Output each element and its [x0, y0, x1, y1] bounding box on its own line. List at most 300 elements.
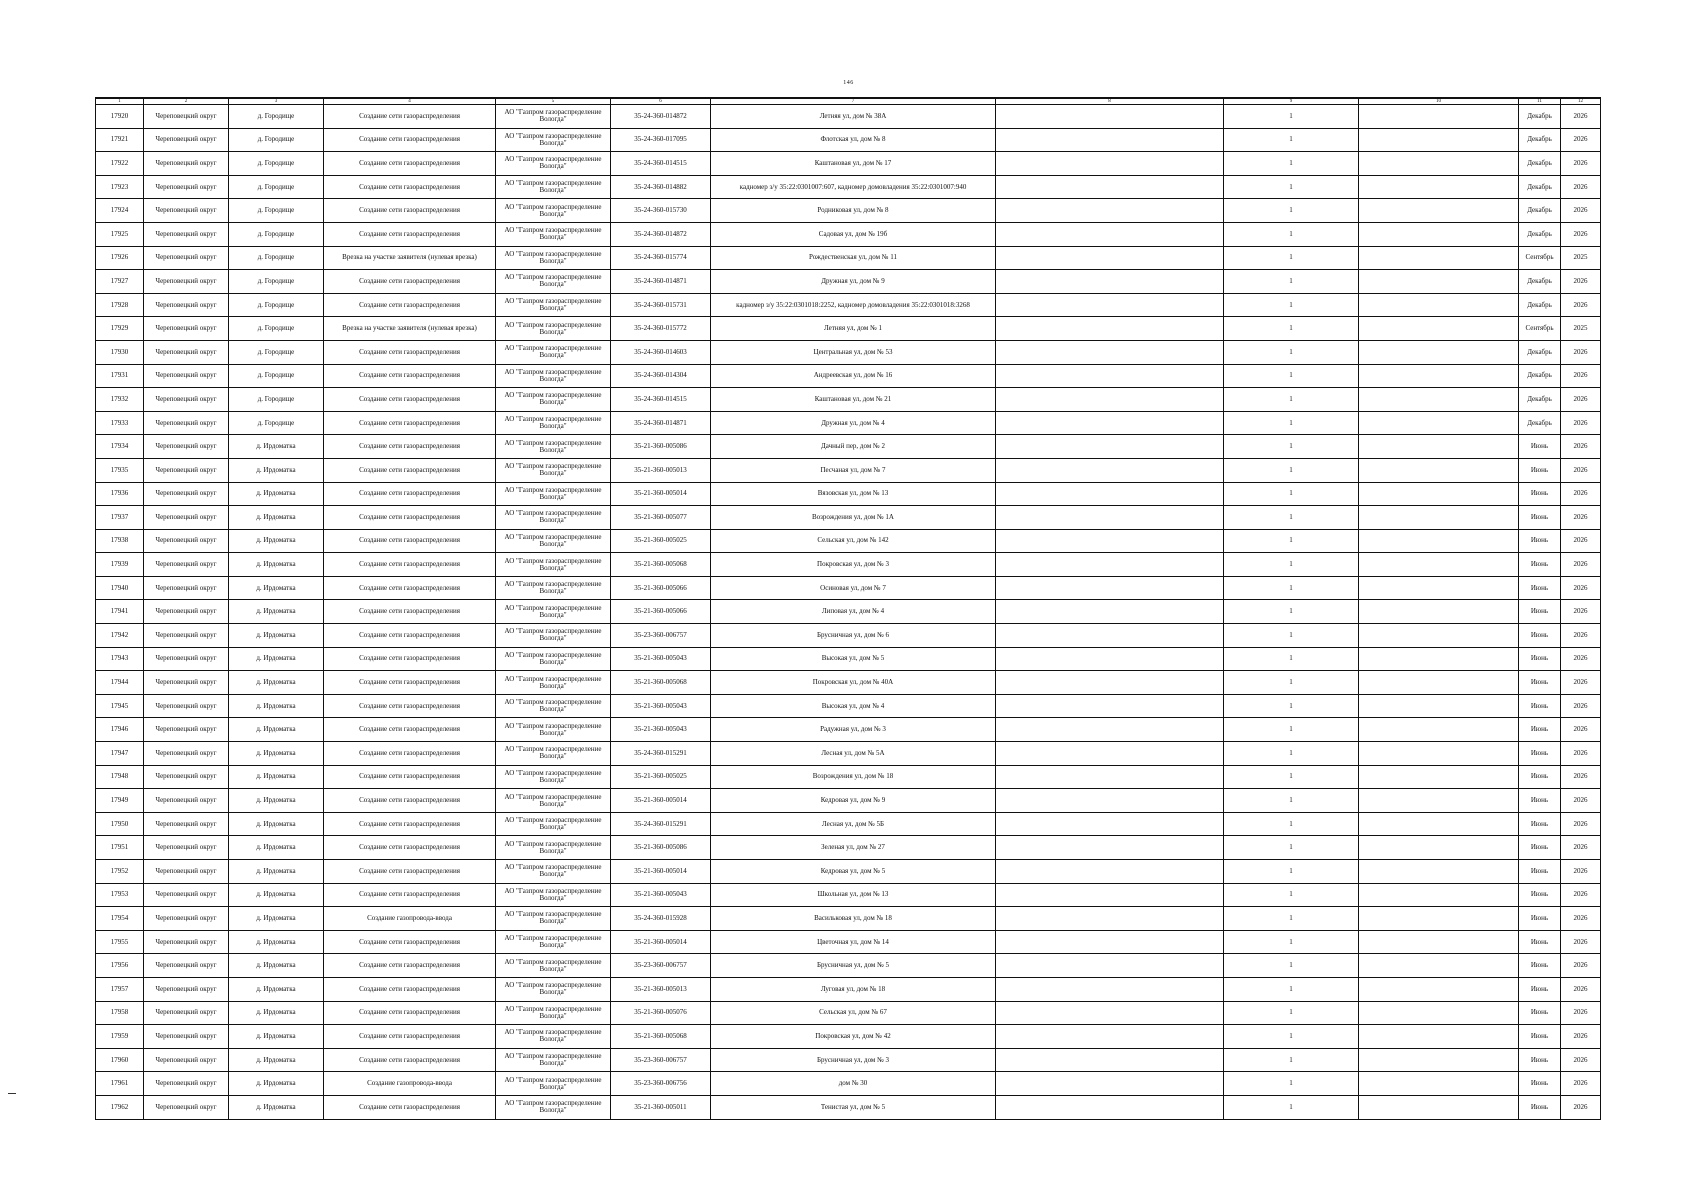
month-cell: Июнь [1519, 1001, 1561, 1025]
municipality-cell: Череповецкий округ [144, 388, 229, 412]
operator-cell: АО "Газпром газораспределение Вологда" [496, 883, 611, 907]
work-type-cell: Создание сети газораспределения [324, 152, 496, 176]
network-code-cell: 35-24-360-017095 [611, 128, 711, 152]
operator-cell: АО "Газпром газораспределение Вологда" [496, 175, 611, 199]
settlement-cell: д. Ирдоматка [229, 506, 324, 530]
col8-cell [996, 293, 1224, 317]
col8-cell [996, 506, 1224, 530]
column-number: 6 [611, 98, 711, 105]
month-cell: Декабрь [1519, 411, 1561, 435]
network-code-cell: 35-21-360-005066 [611, 600, 711, 624]
row-id-cell: 17940 [96, 576, 144, 600]
month-cell: Июнь [1519, 954, 1561, 978]
work-type-cell: Создание сети газораспределения [324, 718, 496, 742]
month-cell: Декабрь [1519, 364, 1561, 388]
row-id-cell: 17934 [96, 435, 144, 459]
month-cell: Июнь [1519, 506, 1561, 530]
work-type-cell: Создание сети газораспределения [324, 529, 496, 553]
count-cell: 1 [1224, 576, 1359, 600]
column-number: 7 [711, 98, 996, 105]
network-code-cell: 35-21-360-005025 [611, 765, 711, 789]
count-cell: 1 [1224, 671, 1359, 695]
month-cell: Июнь [1519, 789, 1561, 813]
row-id-cell: 17947 [96, 742, 144, 766]
municipality-cell: Череповецкий округ [144, 742, 229, 766]
month-cell: Июнь [1519, 647, 1561, 671]
col10-cell [1359, 553, 1519, 577]
count-cell: 1 [1224, 506, 1359, 530]
table-row [96, 105, 1601, 129]
month-cell: Июнь [1519, 718, 1561, 742]
table-row [96, 529, 1601, 553]
operator-cell: АО "Газпром газораспределение Вологда" [496, 293, 611, 317]
year-cell: 2026 [1561, 506, 1601, 530]
table-row [96, 907, 1601, 931]
municipality-cell: Череповецкий округ [144, 293, 229, 317]
address-cell: кадномер з/у 35:22:0301018:2252, кадномер домовладения 35:22:0301018:3268 [711, 293, 996, 317]
address-cell: Возрождения ул, дом № 18 [711, 765, 996, 789]
work-type-cell: Создание сети газораспределения [324, 388, 496, 412]
settlement-cell: д. Ирдоматка [229, 600, 324, 624]
municipality-cell: Череповецкий округ [144, 1072, 229, 1096]
settlement-cell: д. Ирдоматка [229, 1001, 324, 1025]
col8-cell [996, 789, 1224, 813]
network-code-cell: 35-24-360-014304 [611, 364, 711, 388]
row-id-cell: 17924 [96, 199, 144, 223]
col10-cell [1359, 812, 1519, 836]
row-id-cell: 17936 [96, 482, 144, 506]
col10-cell [1359, 1095, 1519, 1119]
address-cell: Высокая ул, дом № 4 [711, 694, 996, 718]
table-row [96, 977, 1601, 1001]
work-type-cell: Создание сети газораспределения [324, 647, 496, 671]
col8-cell [996, 175, 1224, 199]
network-code-cell: 35-21-360-005014 [611, 482, 711, 506]
work-type-cell: Создание сети газораспределения [324, 812, 496, 836]
row-id-cell: 17935 [96, 458, 144, 482]
operator-cell: АО "Газпром газораспределение Вологда" [496, 1025, 611, 1049]
month-cell: Июнь [1519, 553, 1561, 577]
table-row [96, 152, 1601, 176]
work-type-cell: Создание сети газораспределения [324, 222, 496, 246]
col10-cell [1359, 977, 1519, 1001]
count-cell: 1 [1224, 765, 1359, 789]
address-cell: Андреевская ул, дом № 16 [711, 364, 996, 388]
table-row [96, 340, 1601, 364]
year-cell: 2026 [1561, 860, 1601, 884]
network-code-cell: 35-21-360-005086 [611, 435, 711, 459]
settlement-cell: д. Ирдоматка [229, 671, 324, 695]
year-cell: 2026 [1561, 600, 1601, 624]
count-cell: 1 [1224, 742, 1359, 766]
operator-cell: АО "Газпром газораспределение Вологда" [496, 977, 611, 1001]
operator-cell: АО "Газпром газораспределение Вологда" [496, 364, 611, 388]
count-cell: 1 [1224, 600, 1359, 624]
row-id-cell: 17932 [96, 388, 144, 412]
table-row [96, 624, 1601, 648]
col10-cell [1359, 105, 1519, 129]
operator-cell: АО "Газпром газораспределение Вологда" [496, 600, 611, 624]
col10-cell [1359, 930, 1519, 954]
address-cell: Осиновая ул, дом № 7 [711, 576, 996, 600]
row-id-cell: 17938 [96, 529, 144, 553]
operator-cell: АО "Газпром газораспределение Вологда" [496, 624, 611, 648]
address-cell: Школьная ул, дом № 13 [711, 883, 996, 907]
col10-cell [1359, 317, 1519, 341]
work-type-cell: Создание сети газораспределения [324, 270, 496, 294]
col8-cell [996, 411, 1224, 435]
operator-cell: АО "Газпром газораспределение Вологда" [496, 954, 611, 978]
month-cell: Июнь [1519, 624, 1561, 648]
network-code-cell: 35-21-360-005068 [611, 553, 711, 577]
row-id-cell: 17928 [96, 293, 144, 317]
operator-cell: АО "Газпром газораспределение Вологда" [496, 860, 611, 884]
year-cell: 2026 [1561, 105, 1601, 129]
count-cell: 1 [1224, 907, 1359, 931]
row-id-cell: 17937 [96, 506, 144, 530]
work-type-cell: Создание сети газораспределения [324, 105, 496, 129]
row-id-cell: 17921 [96, 128, 144, 152]
settlement-cell: д. Ирдоматка [229, 836, 324, 860]
municipality-cell: Череповецкий округ [144, 765, 229, 789]
address-cell: Брусничная ул, дом № 3 [711, 1048, 996, 1072]
col8-cell [996, 954, 1224, 978]
count-cell: 1 [1224, 529, 1359, 553]
address-cell: Высокая ул, дом № 5 [711, 647, 996, 671]
table-row [96, 812, 1601, 836]
operator-cell: АО "Газпром газораспределение Вологда" [496, 930, 611, 954]
year-cell: 2026 [1561, 624, 1601, 648]
count-cell: 1 [1224, 1025, 1359, 1049]
municipality-cell: Череповецкий округ [144, 954, 229, 978]
count-cell: 1 [1224, 388, 1359, 412]
col10-cell [1359, 860, 1519, 884]
address-cell: Покровская ул, дом № 3 [711, 553, 996, 577]
network-code-cell: 35-24-360-014515 [611, 388, 711, 412]
month-cell: Июнь [1519, 907, 1561, 931]
row-id-cell: 17955 [96, 930, 144, 954]
col8-cell [996, 270, 1224, 294]
municipality-cell: Череповецкий округ [144, 671, 229, 695]
month-cell: Июнь [1519, 671, 1561, 695]
table-row [96, 647, 1601, 671]
count-cell: 1 [1224, 812, 1359, 836]
table-row [96, 270, 1601, 294]
col10-cell [1359, 624, 1519, 648]
col8-cell [996, 388, 1224, 412]
table-row [96, 458, 1601, 482]
settlement-cell: д. Ирдоматка [229, 742, 324, 766]
column-number: 10 [1359, 98, 1519, 105]
year-cell: 2026 [1561, 812, 1601, 836]
settlement-cell: д. Ирдоматка [229, 529, 324, 553]
work-type-cell: Создание сети газораспределения [324, 553, 496, 577]
operator-cell: АО "Газпром газораспределение Вологда" [496, 128, 611, 152]
operator-cell: АО "Газпром газораспределение Вологда" [496, 340, 611, 364]
col8-cell [996, 458, 1224, 482]
address-cell: Брусничная ул, дом № 5 [711, 954, 996, 978]
count-cell: 1 [1224, 175, 1359, 199]
month-cell: Декабрь [1519, 152, 1561, 176]
settlement-cell: д. Городище [229, 128, 324, 152]
col8-cell [996, 977, 1224, 1001]
operator-cell: АО "Газпром газораспределение Вологда" [496, 388, 611, 412]
network-code-cell: 35-24-360-014882 [611, 175, 711, 199]
network-code-cell: 35-23-360-006757 [611, 954, 711, 978]
address-cell: Возрождения ул, дом № 1А [711, 506, 996, 530]
col10-cell [1359, 883, 1519, 907]
count-cell: 1 [1224, 553, 1359, 577]
municipality-cell: Череповецкий округ [144, 222, 229, 246]
table-row [96, 1095, 1601, 1119]
col8-cell [996, 883, 1224, 907]
municipality-cell: Череповецкий округ [144, 128, 229, 152]
network-code-cell: 35-21-360-005068 [611, 671, 711, 695]
col10-cell [1359, 222, 1519, 246]
network-code-cell: 35-21-360-005068 [611, 1025, 711, 1049]
row-id-cell: 17954 [96, 907, 144, 931]
work-type-cell: Создание сети газораспределения [324, 742, 496, 766]
table-row [96, 293, 1601, 317]
count-cell: 1 [1224, 1072, 1359, 1096]
col8-cell [996, 647, 1224, 671]
municipality-cell: Череповецкий округ [144, 647, 229, 671]
col8-cell [996, 105, 1224, 129]
operator-cell: АО "Газпром газораспределение Вологда" [496, 553, 611, 577]
address-cell: Дачный пер, дом № 2 [711, 435, 996, 459]
address-cell: Покровская ул, дом № 40А [711, 671, 996, 695]
municipality-cell: Череповецкий округ [144, 246, 229, 270]
work-type-cell: Создание сети газораспределения [324, 765, 496, 789]
settlement-cell: д. Ирдоматка [229, 930, 324, 954]
month-cell: Сентябрь [1519, 317, 1561, 341]
col10-cell [1359, 199, 1519, 223]
work-type-cell: Создание сети газораспределения [324, 694, 496, 718]
work-type-cell: Создание сети газораспределения [324, 671, 496, 695]
table-row [96, 553, 1601, 577]
operator-cell: АО "Газпром газораспределение Вологда" [496, 836, 611, 860]
row-id-cell: 17933 [96, 411, 144, 435]
settlement-cell: д. Городище [229, 222, 324, 246]
municipality-cell: Череповецкий округ [144, 576, 229, 600]
year-cell: 2026 [1561, 907, 1601, 931]
municipality-cell: Череповецкий округ [144, 553, 229, 577]
work-type-cell: Создание сети газораспределения [324, 364, 496, 388]
year-cell: 2026 [1561, 718, 1601, 742]
address-cell: Лесная ул, дом № 5А [711, 742, 996, 766]
count-cell: 1 [1224, 270, 1359, 294]
address-cell: Центральная ул, дом № 53 [711, 340, 996, 364]
col8-cell [996, 671, 1224, 695]
work-type-cell: Создание сети газораспределения [324, 175, 496, 199]
work-type-cell: Создание сети газораспределения [324, 954, 496, 978]
count-cell: 1 [1224, 883, 1359, 907]
col10-cell [1359, 529, 1519, 553]
column-number: 4 [324, 98, 496, 105]
municipality-cell: Череповецкий округ [144, 1001, 229, 1025]
table-row [96, 860, 1601, 884]
table-row [96, 199, 1601, 223]
address-cell: Вязовская ул, дом № 13 [711, 482, 996, 506]
count-cell: 1 [1224, 293, 1359, 317]
table-row [96, 222, 1601, 246]
month-cell: Декабрь [1519, 270, 1561, 294]
col8-cell [996, 435, 1224, 459]
municipality-cell: Череповецкий округ [144, 317, 229, 341]
network-code-cell: 35-21-360-005014 [611, 930, 711, 954]
table-row [96, 883, 1601, 907]
row-id-cell: 17960 [96, 1048, 144, 1072]
count-cell: 1 [1224, 718, 1359, 742]
count-cell: 1 [1224, 977, 1359, 1001]
network-code-cell: 35-21-360-005014 [611, 860, 711, 884]
count-cell: 1 [1224, 458, 1359, 482]
month-cell: Декабрь [1519, 175, 1561, 199]
col10-cell [1359, 388, 1519, 412]
table-row [96, 1001, 1601, 1025]
month-cell: Декабрь [1519, 105, 1561, 129]
month-cell: Июнь [1519, 1025, 1561, 1049]
column-number: 11 [1519, 98, 1561, 105]
row-id-cell: 17931 [96, 364, 144, 388]
year-cell: 2026 [1561, 270, 1601, 294]
operator-cell: АО "Газпром газораспределение Вологда" [496, 576, 611, 600]
year-cell: 2026 [1561, 694, 1601, 718]
month-cell: Июнь [1519, 1072, 1561, 1096]
col8-cell [996, 600, 1224, 624]
operator-cell: АО "Газпром газораспределение Вологда" [496, 105, 611, 129]
work-type-cell: Создание сети газораспределения [324, 930, 496, 954]
work-type-cell: Создание сети газораспределения [324, 789, 496, 813]
year-cell: 2026 [1561, 152, 1601, 176]
address-cell: Радужная ул, дом № 3 [711, 718, 996, 742]
row-id-cell: 17962 [96, 1095, 144, 1119]
table-row [96, 836, 1601, 860]
count-cell: 1 [1224, 364, 1359, 388]
table-row [96, 1072, 1601, 1096]
month-cell: Июнь [1519, 576, 1561, 600]
year-cell: 2026 [1561, 1001, 1601, 1025]
settlement-cell: д. Городище [229, 270, 324, 294]
col10-cell [1359, 742, 1519, 766]
table-row [96, 1048, 1601, 1072]
municipality-cell: Череповецкий округ [144, 1048, 229, 1072]
network-code-cell: 35-23-360-006757 [611, 1048, 711, 1072]
settlement-cell: д. Городище [229, 199, 324, 223]
network-code-cell: 35-21-360-005014 [611, 789, 711, 813]
col8-cell [996, 1001, 1224, 1025]
network-code-cell: 35-24-360-015730 [611, 199, 711, 223]
address-cell: Летняя ул, дом № 1 [711, 317, 996, 341]
table-row [96, 576, 1601, 600]
col8-cell [996, 1048, 1224, 1072]
row-id-cell: 17920 [96, 105, 144, 129]
year-cell: 2026 [1561, 836, 1601, 860]
column-number: 2 [144, 98, 229, 105]
work-type-cell: Создание сети газораспределения [324, 411, 496, 435]
operator-cell: АО "Газпром газораспределение Вологда" [496, 152, 611, 176]
network-code-cell: 35-24-360-014872 [611, 222, 711, 246]
year-cell: 2026 [1561, 388, 1601, 412]
address-cell: Лесная ул, дом № 5Б [711, 812, 996, 836]
settlement-cell: д. Городище [229, 175, 324, 199]
network-code-cell: 35-24-360-015928 [611, 907, 711, 931]
work-type-cell: Создание сети газораспределения [324, 199, 496, 223]
month-cell: Декабрь [1519, 388, 1561, 412]
settlement-cell: д. Городище [229, 105, 324, 129]
count-cell: 1 [1224, 930, 1359, 954]
table-row [96, 930, 1601, 954]
operator-cell: АО "Газпром газораспределение Вологда" [496, 222, 611, 246]
col10-cell [1359, 1025, 1519, 1049]
municipality-cell: Череповецкий округ [144, 364, 229, 388]
col8-cell [996, 482, 1224, 506]
settlement-cell: д. Ирдоматка [229, 977, 324, 1001]
municipality-cell: Череповецкий округ [144, 105, 229, 129]
operator-cell: АО "Газпром газораспределение Вологда" [496, 907, 611, 931]
row-id-cell: 17945 [96, 694, 144, 718]
settlement-cell: д. Ирдоматка [229, 860, 324, 884]
col8-cell [996, 836, 1224, 860]
col10-cell [1359, 1048, 1519, 1072]
row-id-cell: 17939 [96, 553, 144, 577]
table-row [96, 411, 1601, 435]
municipality-cell: Череповецкий округ [144, 883, 229, 907]
col10-cell [1359, 1072, 1519, 1096]
col8-cell [996, 199, 1224, 223]
operator-cell: АО "Газпром газораспределение Вологда" [496, 529, 611, 553]
settlement-cell: д. Ирдоматка [229, 765, 324, 789]
count-cell: 1 [1224, 152, 1359, 176]
work-type-cell: Создание сети газораспределения [324, 1095, 496, 1119]
row-id-cell: 17953 [96, 883, 144, 907]
margin-mark [8, 1093, 16, 1094]
network-code-cell: 35-24-360-015291 [611, 742, 711, 766]
table-row [96, 671, 1601, 695]
municipality-cell: Череповецкий округ [144, 600, 229, 624]
year-cell: 2026 [1561, 1095, 1601, 1119]
col8-cell [996, 812, 1224, 836]
operator-cell: АО "Газпром газораспределение Вологда" [496, 411, 611, 435]
operator-cell: АО "Газпром газораспределение Вологда" [496, 1001, 611, 1025]
municipality-cell: Череповецкий округ [144, 435, 229, 459]
network-code-cell: 35-24-360-014871 [611, 411, 711, 435]
col8-cell [996, 718, 1224, 742]
row-id-cell: 17929 [96, 317, 144, 341]
network-code-cell: 35-24-360-014603 [611, 340, 711, 364]
municipality-cell: Череповецкий округ [144, 152, 229, 176]
col10-cell [1359, 293, 1519, 317]
table-row [96, 482, 1601, 506]
settlement-cell: д. Ирдоматка [229, 624, 324, 648]
year-cell: 2025 [1561, 246, 1601, 270]
row-id-cell: 17950 [96, 812, 144, 836]
table-row [96, 789, 1601, 813]
count-cell: 1 [1224, 1001, 1359, 1025]
row-id-cell: 17946 [96, 718, 144, 742]
col10-cell [1359, 718, 1519, 742]
network-code-cell: 35-24-360-015772 [611, 317, 711, 341]
year-cell: 2026 [1561, 199, 1601, 223]
address-cell: Липовая ул, дом № 4 [711, 600, 996, 624]
municipality-cell: Череповецкий округ [144, 270, 229, 294]
col10-cell [1359, 765, 1519, 789]
municipality-cell: Череповецкий округ [144, 1025, 229, 1049]
address-cell: Дружная ул, дом № 4 [711, 411, 996, 435]
year-cell: 2026 [1561, 222, 1601, 246]
address-cell: Летняя ул, дом № 38А [711, 105, 996, 129]
month-cell: Июнь [1519, 694, 1561, 718]
